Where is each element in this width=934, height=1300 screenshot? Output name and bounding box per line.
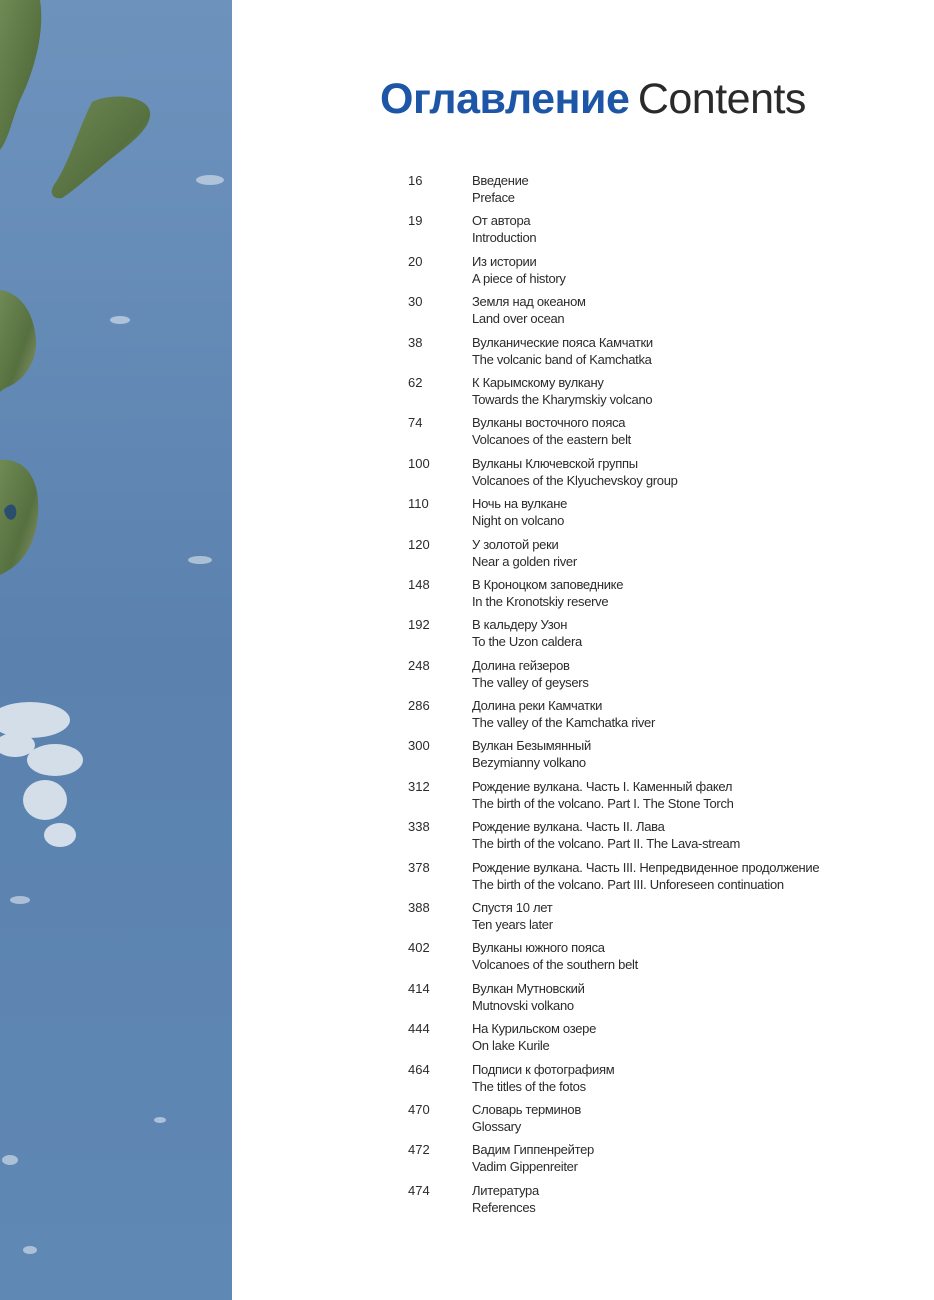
toc-entry-titles [472, 616, 582, 656]
toc-title-ru: Вулканы Ключевской группы [472, 455, 638, 471]
toc-title-en: The birth of the volcano. Part II. The Lava-stream [472, 836, 741, 852]
toc-title-ru: Подписи к фотографиям [472, 1061, 615, 1077]
toc-page-number: 62 [408, 374, 423, 390]
toc-title-ru: Долина гейзеров [472, 657, 570, 673]
toc-entry-titles [472, 495, 567, 535]
toc-title-en: References [472, 1199, 536, 1215]
toc-entry[interactable] [404, 334, 904, 374]
toc-page-number: 472 [408, 1142, 430, 1158]
toc-page-number: 300 [408, 738, 430, 754]
toc-page-number: 286 [408, 698, 430, 714]
toc-title-ru: От автора [472, 213, 531, 229]
toc-entry-titles [472, 334, 653, 374]
toc-entry[interactable] [404, 536, 904, 576]
toc-title-en: Vadim Gippenreiter [472, 1159, 578, 1175]
toc-title-ru: Вулкан Мутновский [472, 980, 585, 996]
toc-title-ru: Вулканы восточного пояса [472, 415, 626, 431]
toc-title-ru: Вулканы южного пояса [472, 940, 605, 956]
toc-title-ru: Рождение вулкана. Часть II. Лава [472, 819, 665, 835]
toc-entry[interactable] [404, 616, 904, 656]
toc-entry[interactable] [404, 1182, 904, 1222]
toc-entry-titles [472, 1061, 614, 1101]
toc-title-ru: Вадим Гиппенрейтер [472, 1142, 594, 1158]
toc-title-en: Mutnovski volkano [472, 997, 574, 1013]
toc-entry-titles [472, 980, 585, 1020]
toc-entry-titles [472, 657, 589, 697]
toc-entry[interactable] [404, 455, 904, 495]
toc-entry-titles [472, 697, 655, 737]
toc-entry[interactable] [404, 374, 904, 414]
toc-title-en: Introduction [472, 230, 537, 246]
toc-entry-titles [472, 455, 678, 495]
toc-title-ru: Рождение вулкана. Часть III. Непредвиденное продолжение [472, 859, 820, 875]
toc-page-number: 444 [408, 1021, 430, 1037]
toc-title-en: Land over ocean [472, 311, 565, 327]
toc-title-ru: В Кроноцком заповеднике [472, 576, 624, 592]
toc-title-ru: Спустя 10 лет [472, 900, 553, 916]
toc-entry[interactable] [404, 939, 904, 979]
satellite-image-strip [0, 0, 232, 1300]
toc-page-number: 402 [408, 940, 430, 956]
toc-page-number: 74 [408, 415, 423, 431]
toc-page-number: 470 [408, 1101, 430, 1117]
toc-title-en: Volcanoes of the Klyuchevskoy group [472, 472, 678, 488]
toc-entry-titles [472, 1020, 596, 1060]
toc-page-number: 248 [408, 657, 430, 673]
toc-entry-titles [472, 576, 623, 616]
toc-entry[interactable] [404, 778, 904, 818]
toc-page-number: 148 [408, 576, 430, 592]
toc-page-number: 100 [408, 455, 430, 471]
page-title [380, 75, 806, 123]
toc-entry[interactable] [404, 293, 904, 333]
toc-entry[interactable] [404, 414, 904, 454]
toc-entry-titles [472, 374, 652, 414]
toc-entry-titles [472, 899, 553, 939]
toc-title-en: The birth of the volcano. Part III. Unforeseen continuation [472, 876, 784, 892]
toc-page-number: 414 [408, 980, 430, 996]
toc-title-en: The titles of the fotos [472, 1078, 586, 1094]
toc-title-en: Volcanoes of the southern belt [472, 957, 638, 973]
toc-title-en: Near a golden river [472, 553, 577, 569]
toc-entry[interactable] [404, 697, 904, 737]
toc-title-ru: Вулкан Безымянный [472, 738, 591, 754]
toc-entry[interactable] [404, 737, 904, 777]
toc-title-en: To the Uzon caldera [472, 634, 582, 650]
toc-page-number: 19 [408, 213, 423, 229]
toc-entry-titles [472, 859, 819, 899]
toc-title-en: On lake Kurile [472, 1038, 550, 1054]
toc-title-ru: Рождение вулкана. Часть I. Каменный факел [472, 778, 733, 794]
toc-title-en: Preface [472, 190, 515, 205]
toc-page-number: 338 [408, 819, 430, 835]
toc-entry[interactable] [404, 859, 904, 899]
toc-title-ru: Литература [472, 1182, 539, 1198]
toc-entry[interactable] [404, 657, 904, 697]
toc-entry[interactable] [404, 212, 904, 252]
toc-entry[interactable] [404, 253, 904, 293]
page-title-ru: Оглавление [380, 75, 630, 123]
toc-title-ru: Ночь на вулкане [472, 496, 568, 512]
toc-title-en: In the Kronotskiy reserve [472, 593, 609, 609]
toc-page-number: 388 [408, 900, 430, 916]
toc-entry-titles [472, 414, 631, 454]
toc-entry[interactable] [404, 980, 904, 1020]
toc-entry[interactable] [404, 495, 904, 535]
toc-entry-titles [472, 818, 740, 858]
toc-entry[interactable] [404, 1141, 904, 1181]
toc-entry-titles [472, 939, 638, 979]
toc-entry[interactable] [404, 172, 904, 212]
toc-title-en: The birth of the volcano. Part I. The Stone Torch [472, 795, 734, 811]
toc-entry-titles [472, 1141, 594, 1181]
toc-title-ru: У золотой реки [472, 536, 559, 552]
toc-title-ru: На Курильском озере [472, 1021, 597, 1037]
toc-entry-titles [472, 172, 528, 212]
table-of-contents [404, 172, 904, 1222]
toc-page-number: 38 [408, 334, 423, 350]
toc-title-en: Volcanoes of the eastern belt [472, 432, 631, 448]
toc-entry-titles [472, 1182, 539, 1222]
toc-title-en: The valley of the Kamchatka river [472, 715, 656, 731]
toc-title-en: Glossary [472, 1118, 521, 1134]
toc-entry[interactable] [404, 1101, 904, 1141]
toc-page-number: 110 [408, 496, 429, 512]
toc-entry[interactable] [404, 1020, 904, 1060]
page-title-en: Contents [637, 75, 806, 123]
toc-page-number: 464 [408, 1061, 430, 1077]
toc-page-number: 378 [408, 859, 430, 875]
toc-title-ru: Вулканические пояса Камчатки [472, 334, 653, 350]
toc-entry[interactable] [404, 818, 904, 858]
toc-page-number: 312 [408, 778, 430, 794]
toc-entry[interactable] [404, 576, 904, 616]
toc-page-number: 192 [408, 617, 430, 633]
toc-title-en: Night on volcano [472, 513, 565, 529]
toc-title-ru: Долина реки Камчатки [472, 698, 603, 714]
toc-title-ru: Словарь терминов [472, 1101, 581, 1117]
toc-title-en: Bezymianny volkano [472, 755, 586, 771]
toc-title-ru: К Карымскому вулкану [472, 374, 604, 390]
toc-entry-titles [472, 1101, 581, 1141]
toc-entry-titles [472, 536, 577, 576]
toc-entry-titles [472, 293, 586, 333]
toc-page-number: 16 [408, 173, 423, 188]
toc-page-number: 474 [408, 1182, 430, 1198]
toc-entry-titles [472, 778, 734, 818]
toc-title-ru: Введение [472, 173, 529, 188]
toc-page-number: 20 [408, 253, 423, 269]
toc-page-number: 120 [408, 536, 430, 552]
toc-entry-titles [472, 212, 536, 252]
toc-entry-titles [472, 253, 566, 293]
toc-title-en: The volcanic band of Kamchatka [472, 351, 652, 367]
toc-title-ru: Земля над океаном [472, 294, 586, 310]
toc-title-en: Ten years later [472, 917, 553, 933]
toc-entry-titles [472, 737, 591, 777]
toc-title-ru: В кальдеру Узон [472, 617, 568, 633]
toc-title-en: Towards the Kharymskiy volcano [472, 391, 653, 407]
toc-title-en: The valley of geysers [472, 674, 589, 690]
toc-page-number: 30 [408, 294, 423, 310]
toc-title-en: A piece of history [472, 270, 566, 286]
toc-entry[interactable] [404, 899, 904, 939]
toc-title-ru: Из истории [472, 253, 537, 269]
toc-entry[interactable] [404, 1061, 904, 1101]
